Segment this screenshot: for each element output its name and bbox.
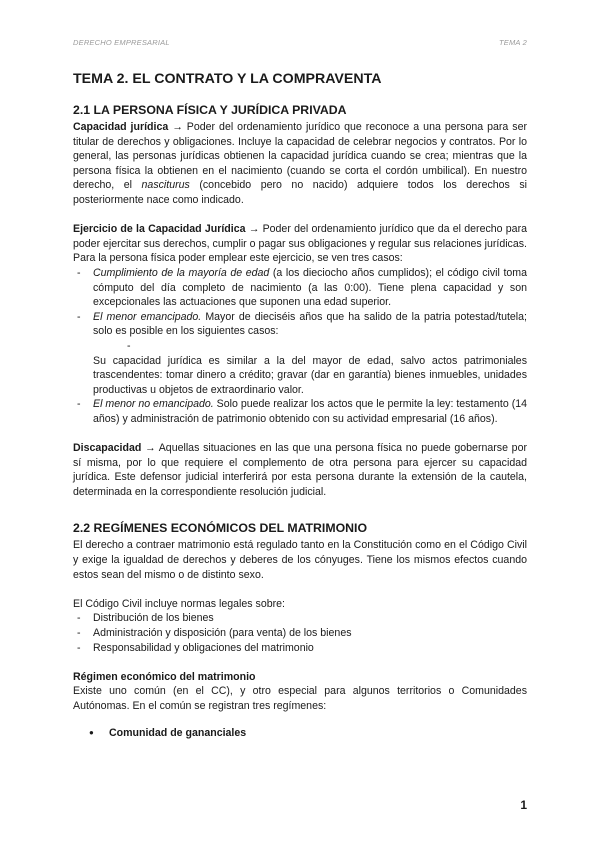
term-ejercicio: Ejercicio de la Capacidad Jurídica	[73, 223, 246, 236]
list-item: - El menor emancipado. Mayor de dieciséis años que ha salido de la patria potestad/tutela; solo es posible en los siguientes casos: - Su capacidad jurídica es similar a la del mayor de edad, salvo actos patrimoniales trascendentes: tomar dinero a crédito; gravar (dar en garantía) bienes inmuebles, unidades productivas u objetos de extraordinario valor.	[73, 310, 527, 398]
section-2-1-heading: 2.1 LA PERSONA FÍSICA Y JURÍDICA PRIVADA	[73, 103, 347, 117]
term-capacidad-juridica: Capacidad jurídica	[73, 121, 169, 133]
document-title: TEMA 2. EL CONTRATO Y LA COMPRAVENTA	[73, 71, 382, 87]
page-body	[73, 70, 527, 740]
empty-sub-item: -	[127, 339, 131, 352]
term-discapacidad: Discapacidad	[73, 442, 142, 455]
section-2-2-heading: 2.2 REGÍMENES ECONÓMICOS DEL MATRIMONIO	[73, 521, 368, 536]
term-nasciturus: nasciturus	[141, 179, 190, 192]
capacidad-juridica-paragraph: Capacidad jurídica → Poder del ordenamiento jurídico que reconoce a una persona para ser titular de derechos y obligaciones. Incluye la capacidad de celebrar negocios y contratos. Por lo general, las personas jurídicas obtienen la capacidad jurídica cuando se crea; mientras que la persona física la obtienen en el nacimiento (cuando se corta el cordón umbilical). En nuestro derecho, el nasciturus (concebido pero no nacido) adquiere todos los derechos si posteriormente nace como indicado.	[73, 121, 528, 206]
bullet-comunidad-gananciales: ● Comunidad de gananciales	[73, 726, 527, 741]
list-item: - Cumplimiento de la mayoría de edad (a los dieciocho años cumplidos); el código civil toma cómputo del día completo de nacimiento (a las 0:00). Tiene plena capacidad y son excepcionales las actuaciones que suponen una edad superior.	[73, 266, 527, 310]
page-number: 1	[520, 798, 527, 812]
ejercicio-cases-list	[73, 266, 527, 427]
running-header-right: TEMA 2	[498, 38, 527, 47]
discapacidad-paragraph: Discapacidad → Aquellas situaciones en las que una persona física no puede gobernarse por sí misma, por lo que requiere el complemento de otra persona para ejercer su capacidad jurídica. Este defensor judicial interferirá por esta persona durante la extensión de la cautela, determinada en la correspondiente resolución judicial.	[73, 442, 527, 498]
codigo-civil-list	[73, 611, 527, 655]
regimen-heading: Régimen económico del matrimonio	[73, 670, 256, 683]
running-header-left: DERECHO EMPRESARIAL	[73, 38, 170, 47]
list-item: - Responsabilidad y obligaciones del matrimonio	[73, 641, 527, 656]
case2-continuation: Su capacidad jurídica es similar a la del mayor de edad, salvo actos patrimoniales trascendentes: tomar dinero a crédito; gravar (dar en garantía) bienes inmuebles, unidades productivas u objetos de extraordinario valor.	[93, 354, 527, 396]
regimen-paragraph: Existe uno común (en el CC), y otro especial para algunos territorios o Comunidades Autónomas. En el común se registran tres regímenes:	[73, 685, 527, 712]
codigo-civil-intro: El Código Civil incluye normas legales sobre:	[73, 597, 285, 610]
ejercicio-paragraph: Ejercicio de la Capacidad Jurídica → Poder del ordenamiento jurídico que da el derecho para poder ejercitar sus derechos, cumplir o pagar sus obligaciones y regular sus relaciones jurídicas. Para la persona física poder emplear este ejercicio, se ven tres casos:	[73, 223, 527, 265]
list-item: - El menor no emancipado. Solo puede realizar los actos que le permite la ley: testamento (14 años) y administración de patrimonio obtenido con su actividad empresarial (16 años).	[73, 397, 527, 426]
matrimonio-intro: El derecho a contraer matrimonio está regulado tanto en la Constitución como en el Código Civil y exige la igualdad de derechos y deberes de los cónyuges. Tiene los mismos efectos cuando estos sean del mismo o de distinto sexo.	[73, 539, 527, 581]
list-item: - Administración y disposición (para venta) de los bienes	[73, 626, 527, 641]
list-item: - Distribución de los bienes	[73, 611, 527, 626]
